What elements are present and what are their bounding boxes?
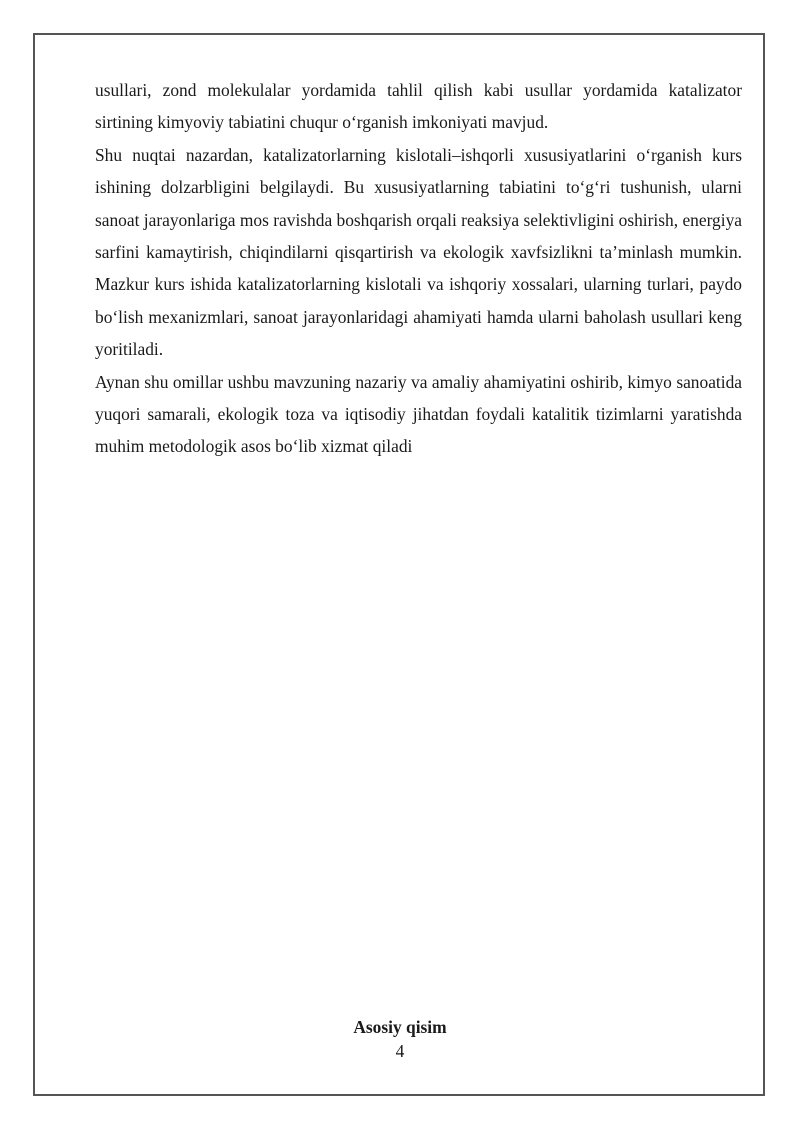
paragraph-3: Aynan shu omillar ushbu mavzuning nazariy va amaliy ahamiyatini oshirib, kimyo sanoatida yuqori samarali, ekologik toza va iqtisodiy jihatdan foydali katalitik tizimlarni yaratishda muhim metodologik asos bo‘lib xizmat qiladi [95,371,742,457]
section-heading: Asosiy qisim [353,1017,447,1037]
paragraph-1: usullari, zond molekulalar yordamida tahlil qilish kabi usullar yordamida katalizator sirtining kimyoviy tabiatini chuqur o‘rganish imkoniyati mavjud. [95,80,742,133]
body-text [95,74,742,463]
paragraph-2: Shu nuqtai nazardan, katalizatorlarning kislotali–ishqorli xususiyatlarini o‘rganish kurs ishining dolzarbligini belgilaydi. Bu xususiyatlarning tabiatini to‘g‘ri tushunish, ularni sanoat jarayonlariga mos ravishda boshqarish orqali reaksiya selektivligini oshirish, energiya sarfini kamaytirish, chiqindilarni qisqartirish va ekologik xavfsizlikni ta’minlash mumkin. Mazkur kurs ishida katalizatorlarning kislotali va ishqoriy xossalari, ularning turlari, paydo bo‘lish mexanizmlari, sanoat jarayonlaridagi ahamiyati hamda ularni baholash usullari keng yoritiladi. [95,144,742,360]
page-number: 4 [395,1041,405,1061]
